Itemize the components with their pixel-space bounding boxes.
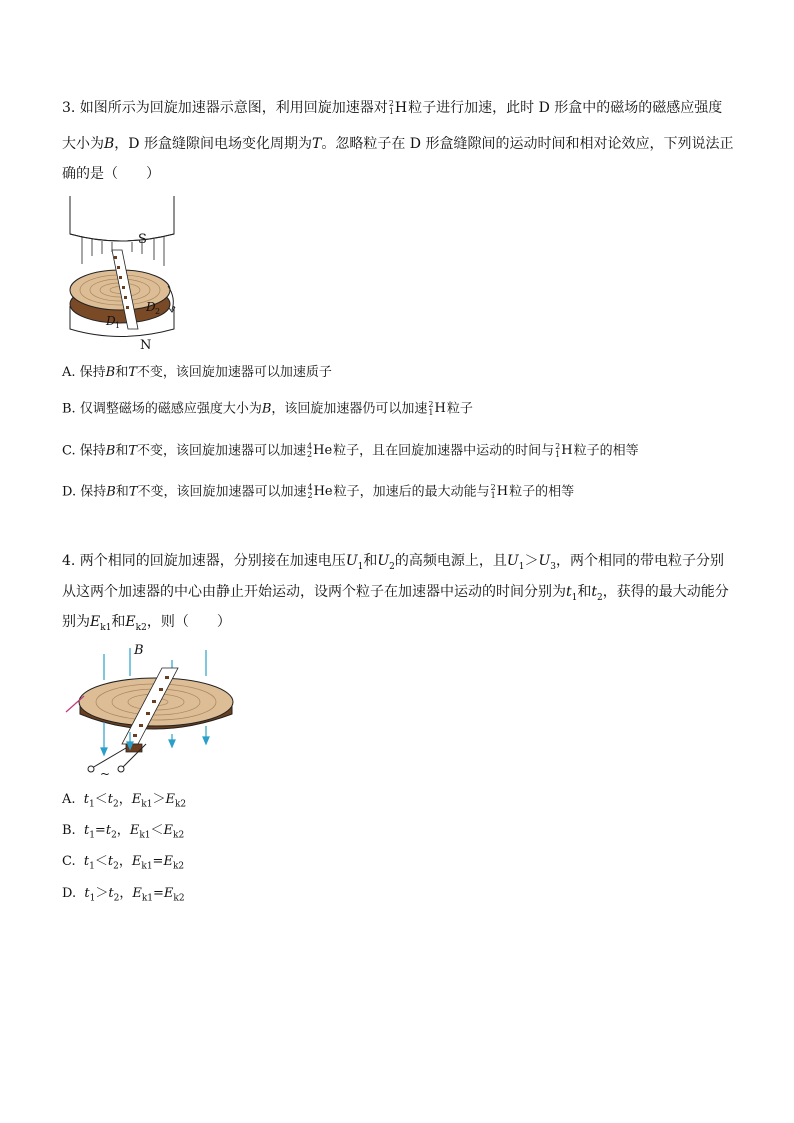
h2-nuclide: 2 1 H bbox=[388, 99, 408, 116]
q4-option-c[interactable]: C. $t_1<t_2$，$E_{k1}=E_{k2}$ bbox=[62, 854, 185, 872]
q3-text: 粒子进行加速，此时 D 形盒中的磁场的磁感应强度 bbox=[408, 100, 723, 116]
svg-text:1: 1 bbox=[115, 321, 121, 330]
d2-label: D bbox=[146, 300, 156, 314]
ac-source-label: ~ bbox=[100, 767, 111, 781]
q4-option-a[interactable]: A. $t_1<t_2$，$E_{k1}>E_{k2}$ bbox=[62, 792, 187, 810]
svg-text:2: 2 bbox=[155, 307, 161, 316]
q4-option-d[interactable]: D. $t_1>t_2$，$E_{k1}=E_{k2}$ bbox=[62, 886, 185, 904]
q3-stem-line3: 确的是（ ） bbox=[62, 166, 160, 182]
pole-n-label: N bbox=[140, 338, 152, 353]
q3-option-c[interactable]: C. 保持B和T不变，该回旋加速器可以加速 4 2 He 粒子，且在回旋加速器中运动的时间与 2 1 H 粒子的相等 bbox=[62, 442, 639, 459]
q3-text: 3. 如图所示为回旋加速器示意图，利用回旋加速器对 bbox=[62, 100, 388, 116]
pole-s-label: S bbox=[138, 232, 147, 247]
field-b-label: B bbox=[134, 643, 144, 658]
q3-stem-line1 bbox=[62, 98, 722, 118]
q3-option-a[interactable]: A. 保持B和T不变，该回旋加速器可以加速质子 bbox=[62, 365, 332, 380]
q4-stem-line3: 别为$E_{k1}$和$E_{k2}$，则（ ） bbox=[62, 614, 231, 633]
q3-option-d[interactable]: D. 保持B和T不变，该回旋加速器可以加速 4 2 He 粒子，加速后的最大动能与 2 1 H 粒子的相等 bbox=[62, 483, 575, 500]
q3-stem-line2: 大小为B，D 形盒缝隙间电场变化周期为T。忽略粒子在 D 形盒缝隙间的运动时间和相对论效应，下列说法正 bbox=[62, 136, 734, 152]
cyclotron-figure-1 bbox=[62, 194, 190, 354]
q4-stem-line2: 从这两个加速器的中心由静止开始运动，设两个粒子在加速器中运动的时间分别为$t_1$和$t_2$，获得的最大动能分 bbox=[62, 584, 729, 603]
q3-option-b[interactable]: B. 仅调整磁场的磁感应强度大小为B，该回旋加速器仍可以加速 2 1 H 粒子 bbox=[62, 400, 473, 417]
d1-label: D bbox=[106, 314, 116, 328]
q4-stem-line1: 4. 两个相同的回旋加速器，分别接在加速电压$U_1$和$U_2$的高频电源上，且$U_1>U_3$，两个相同的带电粒子分别 bbox=[62, 553, 724, 572]
cyclotron-figure-2 bbox=[62, 640, 242, 782]
q4-option-b[interactable]: B. $t_1=t_2$，$E_{k1}<E_{k2}$ bbox=[62, 823, 185, 841]
